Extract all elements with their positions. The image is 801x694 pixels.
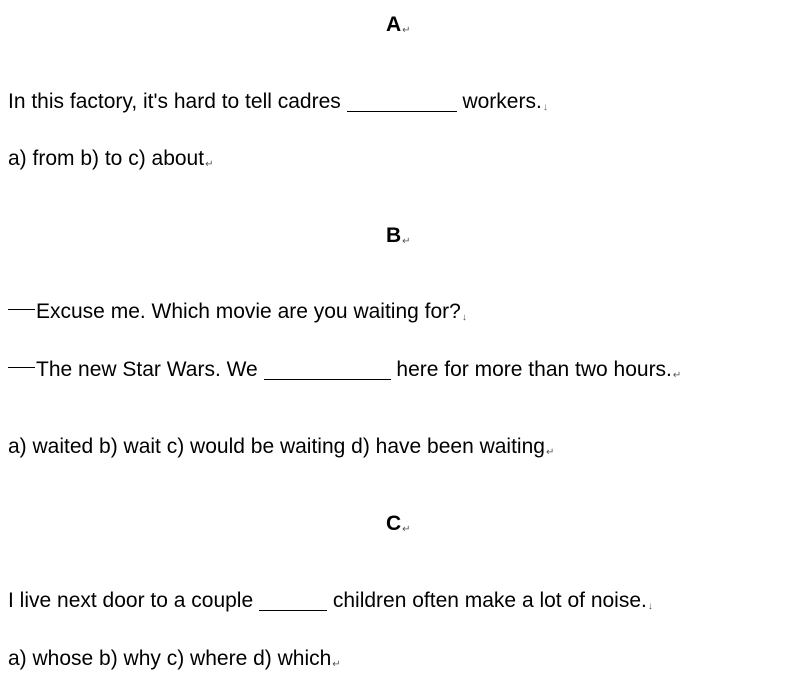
paragraph-mark: ↵	[545, 447, 555, 458]
dialogue-line-2	[8, 356, 681, 390]
paragraph-mark: ↵	[402, 524, 411, 535]
dialogue-dash	[8, 309, 35, 311]
answer-blank	[264, 359, 391, 380]
dialogue-text-after: here for more than two hours.	[396, 358, 672, 381]
paragraph-mark: ↵	[205, 159, 214, 170]
options-text: a) from b) to c) about	[8, 147, 205, 170]
paragraph-mark: ↵	[672, 370, 682, 381]
section-heading-b	[386, 222, 411, 256]
question-text-after: workers.	[462, 90, 542, 113]
question-a	[8, 88, 548, 122]
paragraph-mark: ↵	[402, 236, 411, 247]
options-a	[8, 145, 213, 179]
line-break-mark: ↓	[461, 312, 467, 323]
dialogue-text-before: The new Star Wars. We	[36, 358, 258, 381]
question-text-after: children often make a lot of noise.	[332, 589, 647, 612]
line-break-mark: ↓	[647, 601, 653, 612]
section-heading-c	[386, 510, 411, 544]
heading-text: A	[386, 13, 402, 36]
answer-blank	[347, 91, 457, 112]
question-c	[8, 587, 653, 621]
question-text-before: I live next door to a couple	[8, 589, 254, 612]
paragraph-mark: ↵	[402, 25, 411, 36]
heading-text: C	[386, 512, 402, 535]
dialogue-text: Excuse me. Which movie are you waiting for?	[36, 300, 461, 323]
options-b	[8, 433, 554, 467]
dialogue-line-1	[8, 298, 467, 332]
options-text: a) waited b) wait c) would be waiting d) have been waiting	[8, 435, 545, 458]
question-text-before: In this factory, it's hard to tell cadres	[8, 90, 341, 113]
section-heading-a	[386, 11, 411, 45]
line-break-mark: ↓	[542, 102, 548, 113]
paragraph-mark: ↵	[332, 659, 341, 670]
heading-text: B	[386, 224, 402, 247]
options-c	[8, 645, 341, 679]
options-text: a) whose b) why c) where d) which	[8, 647, 332, 670]
dialogue-dash	[8, 367, 35, 369]
answer-blank	[259, 590, 327, 611]
